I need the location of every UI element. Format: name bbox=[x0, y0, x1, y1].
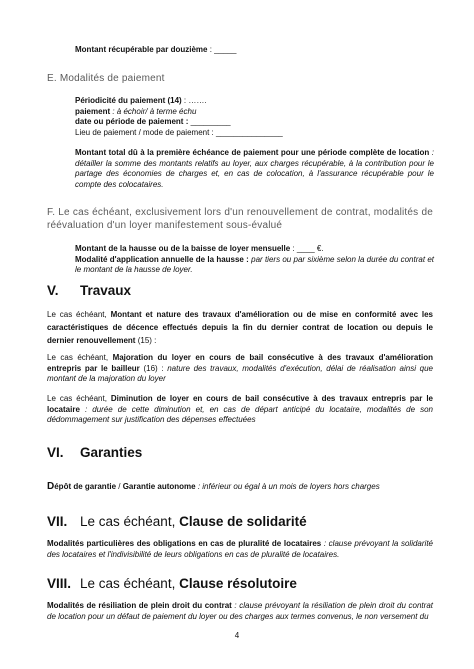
depot-garantie-label: épôt de garantie bbox=[54, 482, 117, 491]
garanties-paragraph bbox=[0, 482, 474, 493]
paiement-value: : à échoir/ à terme échu bbox=[110, 106, 197, 116]
lieu-paiement-line: Lieu de paiement / mode de paiement : _______________ bbox=[75, 127, 283, 137]
solidarite-paragraph bbox=[0, 539, 474, 560]
travaux-p3-intro: Le cas échéant, bbox=[47, 394, 111, 403]
separator: : bbox=[207, 45, 215, 54]
travaux-p2-intro: Le cas échéant, bbox=[47, 353, 113, 362]
section-f-title: F. Le cas échéant, exclusivement lors d'un renouvellement de contrat, modalités de réévaluation d'un loyer manifestement sous-évalué bbox=[47, 207, 433, 231]
travaux-paragraph-3 bbox=[0, 394, 474, 426]
section-vi-title: Garanties bbox=[80, 445, 143, 460]
garanties-desc: : inférieur ou égal à un mois de loyers hors charges bbox=[195, 482, 380, 491]
montant-total-desc: : détailler la somme des montants relatifs au loyer, aux charges récupérable, à la contribution pour le partage des économies de charges et, en cas de colocation, à l'assurance récupérable pour le compte des colocataires. bbox=[75, 148, 434, 189]
periodicite-value: : ……. bbox=[181, 96, 207, 105]
section-viii-title-intro: Le cas échéant, bbox=[80, 576, 180, 591]
section-viii-number: VIII. bbox=[47, 576, 72, 591]
paiement-label: paiement bbox=[75, 106, 111, 116]
section-vi-number: VI. bbox=[47, 445, 64, 460]
travaux-p1-bold: Montant et nature des travaux d'amélioration ou de mise en conformité avec les caractéristiques de décence effectués depuis la fin du dernier contrat de location ou depuis le dernier renouvellement bbox=[47, 310, 433, 345]
date-paiement-blank: _________ bbox=[188, 117, 231, 127]
hausse-value: : ____ €. bbox=[290, 244, 324, 253]
section-f-fields bbox=[0, 244, 474, 276]
section-v-title: Travaux bbox=[80, 283, 132, 298]
travaux-p1-ref: (15) : bbox=[135, 336, 157, 345]
travaux-p2-bold: Majoration du loyer en cours de bail consécutive à des travaux d'amélioration entrepris par le bailleur bbox=[47, 353, 433, 373]
garantie-autonome-label: Garantie autonome bbox=[122, 482, 196, 491]
section-e-fields bbox=[0, 96, 474, 138]
travaux-paragraph-2 bbox=[0, 353, 474, 385]
travaux-p2-desc: nature des travaux, modalités d'exécution, délai de réalisation ainsi que montant de la majoration du loyer bbox=[47, 363, 433, 384]
montant-total-paragraph bbox=[0, 148, 474, 190]
modalite-label: Modalité d'application annuelle de la hausse : bbox=[75, 254, 249, 264]
hausse-label: Montant de la hausse ou de la baisse de loyer mensuelle bbox=[75, 244, 291, 253]
blank-field: _____ bbox=[214, 45, 237, 54]
section-v-heading bbox=[0, 283, 474, 299]
resolutoire-label: Modalités de résiliation de plein droit du contrat bbox=[47, 601, 232, 610]
section-vii-title-intro: Le cas échéant, bbox=[80, 514, 180, 529]
travaux-p2-ref: (16) : bbox=[139, 363, 168, 373]
garanties-first-letter: D bbox=[47, 481, 55, 492]
section-v-number: V. bbox=[47, 283, 59, 298]
solidarite-label: Modalités particulières des obligations en cas de pluralité de locataires bbox=[47, 539, 322, 548]
montant-recuperable-line bbox=[0, 45, 474, 56]
section-vii-heading bbox=[0, 514, 474, 530]
section-vi-heading bbox=[0, 445, 474, 461]
garanties-slash: / bbox=[116, 482, 123, 491]
modalite-desc: par tiers ou par sixième selon la durée du contrat et le montant de la hausse de loyer. bbox=[75, 254, 435, 275]
resolutoire-paragraph bbox=[0, 601, 474, 622]
montant-total-label: Montant total dû à la première échéance de paiement pour une période complète de location bbox=[75, 148, 430, 157]
periodicite-label: Périodicité du paiement (14) bbox=[75, 96, 182, 105]
section-viii-heading bbox=[0, 576, 474, 592]
travaux-paragraph-1 bbox=[0, 308, 474, 347]
date-paiement-label: date ou période de paiement : bbox=[75, 117, 189, 127]
section-e-title: E. Modalités de paiement bbox=[47, 73, 165, 84]
travaux-p1-intro: Le cas échéant, bbox=[47, 310, 111, 319]
resolutoire-desc: : clause prévoyant la résiliation de plein droit du contrat de location pour un défaut de paiement du loyer ou des charges aux termes convenus, le non versement du bbox=[47, 601, 433, 621]
section-vii-number: VII. bbox=[47, 514, 68, 529]
solidarite-desc: : clause prévoyant la solidarité des locataires et l'indivisibilité de leurs obligations en cas de pluralité de locataires. bbox=[47, 539, 433, 559]
travaux-p3-desc: : durée de cette diminution et, en cas de départ anticipé du locataire, modalités de son dédommagement sur justification des dépenses effectuées bbox=[47, 404, 433, 425]
section-viii-title: Clause résolutoire bbox=[179, 576, 297, 591]
section-vii-title: Clause de solidarité bbox=[179, 514, 307, 529]
page-number: 4 bbox=[234, 631, 240, 640]
montant-recuperable-label: Montant récupérable par douzième bbox=[75, 45, 208, 54]
travaux-p3-bold: Diminution de loyer en cours de bail consécutive à des travaux entrepris par le locataire bbox=[47, 394, 433, 414]
